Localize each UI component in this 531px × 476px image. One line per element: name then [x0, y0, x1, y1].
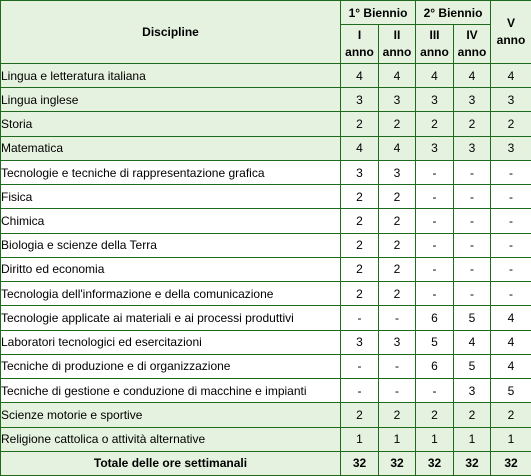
table-row [1, 379, 531, 403]
table-row [1, 330, 531, 354]
year-5-header [491, 1, 531, 64]
hours-cell: 2 [341, 112, 379, 136]
hours-cell: 5 [491, 379, 531, 403]
hours-cell: 2 [454, 403, 491, 427]
hours-cell: 2 [379, 282, 416, 306]
hours-cell: 5 [416, 330, 454, 354]
year-2-numeral: II [393, 28, 401, 42]
hours-cell: 3 [341, 160, 379, 184]
hours-cell: - [491, 233, 531, 257]
hours-cell: 3 [379, 88, 416, 112]
hours-cell: 3 [491, 136, 531, 160]
table-row [1, 257, 531, 281]
hours-cell: 4 [416, 64, 454, 88]
hours-cell: - [454, 160, 491, 184]
hours-cell: 3 [454, 88, 491, 112]
table-row [1, 403, 531, 427]
hours-cell: - [491, 257, 531, 281]
subject-name: Laboratori tecnologici ed esercitazioni [1, 330, 341, 354]
hours-cell: - [454, 233, 491, 257]
hours-cell: 2 [491, 112, 531, 136]
hours-cell: 6 [416, 354, 454, 378]
hours-cell: 2 [341, 209, 379, 233]
hours-cell: - [491, 185, 531, 209]
hours-cell: - [379, 379, 416, 403]
hours-cell: - [454, 209, 491, 233]
hours-cell: - [454, 257, 491, 281]
subject-name: Tecniche di gestione e conduzione di macchine e impianti [1, 379, 341, 403]
year-5-word: anno [496, 33, 526, 47]
hours-cell: 4 [491, 64, 531, 88]
hours-cell: 2 [379, 185, 416, 209]
table-row [1, 185, 531, 209]
hours-cell: 2 [341, 403, 379, 427]
hours-cell: 5 [454, 354, 491, 378]
hours-cell: - [454, 282, 491, 306]
subject-name: Scienze motorie e sportive [1, 403, 341, 427]
table-row [1, 306, 531, 330]
subject-name: Tecnologie e tecniche di rappresentazione grafica [1, 160, 341, 184]
hours-cell: - [416, 160, 454, 184]
hours-cell: - [379, 354, 416, 378]
hours-cell: 3 [379, 330, 416, 354]
total-hours-cell: 32 [416, 451, 454, 475]
table-row [1, 282, 531, 306]
year-5-numeral: V [506, 16, 515, 30]
year-2-header [379, 25, 416, 64]
hours-cell: - [416, 209, 454, 233]
hours-cell: 2 [491, 403, 531, 427]
hours-cell: 2 [416, 112, 454, 136]
table-row [1, 112, 531, 136]
hours-cell: - [491, 160, 531, 184]
year-1-header [341, 25, 379, 64]
year-3-numeral: III [429, 28, 440, 42]
hours-cell: 5 [454, 306, 491, 330]
first-biennium-header: 1° Biennio [341, 1, 416, 25]
hours-cell: - [341, 354, 379, 378]
hours-cell: 1 [341, 427, 379, 451]
hours-cell: 4 [454, 330, 491, 354]
hours-cell: 4 [379, 64, 416, 88]
hours-cell: - [454, 185, 491, 209]
hours-cell: - [416, 379, 454, 403]
table-row [1, 209, 531, 233]
table-row [1, 427, 531, 451]
hours-cell: - [416, 257, 454, 281]
hours-cell: - [416, 233, 454, 257]
hours-cell: 4 [491, 330, 531, 354]
hours-cell: 1 [416, 427, 454, 451]
hours-cell: 2 [341, 282, 379, 306]
hours-cell: 3 [341, 330, 379, 354]
hours-cell: 4 [379, 136, 416, 160]
total-hours-cell: 32 [491, 451, 531, 475]
hours-cell: - [491, 282, 531, 306]
subject-name: Tecnologia dell'informazione e della comunicazione [1, 282, 341, 306]
year-1-numeral: I [357, 28, 362, 42]
hours-cell: 1 [379, 427, 416, 451]
year-4-numeral: IV [466, 28, 478, 42]
subject-name: Tecnologie applicate ai materiali e ai processi produttivi [1, 306, 341, 330]
year-3-word: anno [420, 45, 449, 59]
total-row [1, 451, 531, 475]
subject-name: Lingua e letteratura italiana [1, 64, 341, 88]
table-row [1, 88, 531, 112]
table-row [1, 160, 531, 184]
total-hours-cell: 32 [341, 451, 379, 475]
hours-cell: 3 [416, 88, 454, 112]
hours-cell: - [379, 306, 416, 330]
hours-cell: 4 [454, 64, 491, 88]
table-row [1, 64, 531, 88]
hours-cell: 2 [379, 257, 416, 281]
subject-name: Diritto ed economia [1, 257, 341, 281]
subject-name: Religione cattolica o attività alternative [1, 427, 341, 451]
subject-name: Fisica [1, 185, 341, 209]
hours-cell: 4 [341, 136, 379, 160]
hours-cell: 2 [454, 112, 491, 136]
table-row [1, 354, 531, 378]
hours-cell: 2 [341, 185, 379, 209]
hours-cell: - [341, 379, 379, 403]
hours-cell: 2 [416, 403, 454, 427]
hours-cell: 3 [416, 136, 454, 160]
year-2-word: anno [382, 45, 412, 59]
hours-cell: - [416, 282, 454, 306]
subject-name: Chimica [1, 209, 341, 233]
subject-name: Storia [1, 112, 341, 136]
hours-cell: - [341, 306, 379, 330]
hours-cell: 2 [341, 257, 379, 281]
hours-cell: 4 [341, 64, 379, 88]
disciplines-header: Discipline [1, 1, 341, 64]
hours-cell: 6 [416, 306, 454, 330]
subject-name: Tecniche di produzione e di organizzazione [1, 354, 341, 378]
table-row [1, 233, 531, 257]
hours-cell: 2 [379, 403, 416, 427]
hours-cell: 3 [454, 379, 491, 403]
hours-cell: 3 [491, 88, 531, 112]
year-4-word: anno [457, 45, 487, 59]
hours-cell: - [491, 209, 531, 233]
hours-cell: 2 [379, 233, 416, 257]
hours-cell: - [416, 185, 454, 209]
hours-cell: 3 [454, 136, 491, 160]
hours-cell: 4 [491, 306, 531, 330]
hours-cell: 4 [491, 354, 531, 378]
table-row [1, 136, 531, 160]
hours-cell: 2 [379, 209, 416, 233]
hours-cell: 2 [379, 112, 416, 136]
hours-cell: 3 [341, 88, 379, 112]
year-1-word: anno [345, 45, 374, 59]
total-hours-cell: 32 [379, 451, 416, 475]
year-3-header [416, 25, 454, 64]
total-label: Totale delle ore settimanali [1, 451, 341, 475]
second-biennium-header: 2° Biennio [416, 1, 491, 25]
year-4-header [454, 25, 491, 64]
total-hours-cell: 32 [454, 451, 491, 475]
subject-name: Matematica [1, 136, 341, 160]
hours-cell: 1 [491, 427, 531, 451]
subject-name: Lingua inglese [1, 88, 341, 112]
subject-name: Biologia e scienze della Terra [1, 233, 341, 257]
hours-cell: 3 [379, 160, 416, 184]
hours-cell: 1 [454, 427, 491, 451]
hours-cell: 2 [341, 233, 379, 257]
